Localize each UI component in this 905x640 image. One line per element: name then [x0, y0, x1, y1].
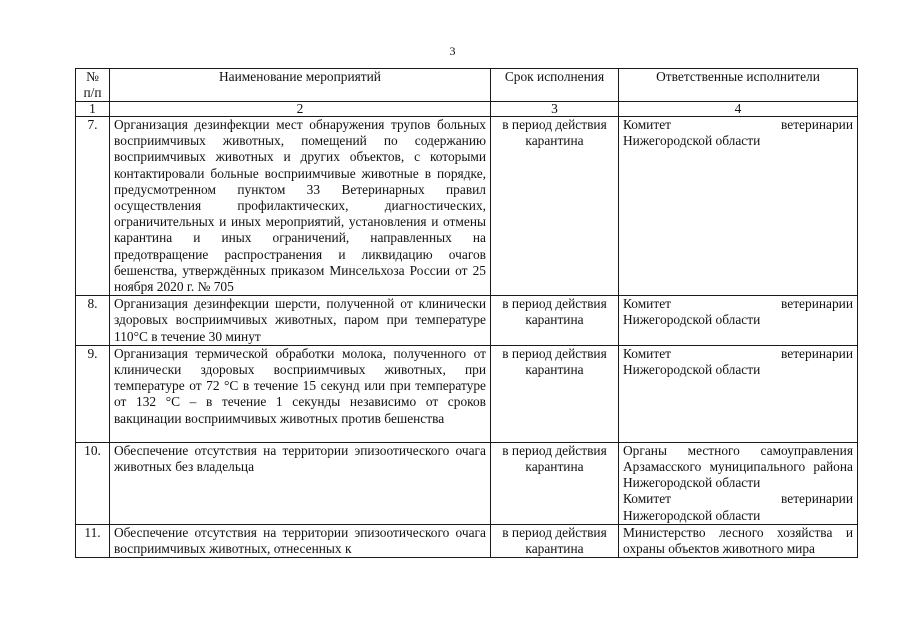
header-responsible: Ответственные исполнители — [619, 69, 858, 102]
table-header-row — [76, 69, 858, 102]
column-number: 4 — [619, 102, 858, 117]
responsible-line — [623, 296, 853, 312]
measure-description: Организация дезинфекции мест обнаружения трупов больных восприимчивых животных, помещений по содержанию восприимчивых животных и других объектов, с которыми контактировали больные восприимчивые животные в порядке, предусмотренном пунктом 33 Ветеринарных правил осуществления профилактических, диагностических, ограничительных и иных мероприятий, установления и отмены карантина и иных ограничений, направленных на предотвращение распространения и ликвидацию очагов бешенства, утверждённых приказом Минсельхоза России от 25 ноября 2020 г. № 705 — [110, 117, 491, 296]
measure-description: Обеспечение отсутствия на территории эпизоотического очага восприимчивых животных, отнесенных к — [110, 524, 491, 557]
measure-term: в период действия карантина — [491, 345, 619, 442]
row-number: 9. — [76, 345, 110, 442]
responsible-word: Комитет — [623, 345, 671, 361]
responsible-word: ветеринарии — [781, 296, 853, 312]
measure-description: Организация термической обработки молока, полученного от клинически здоровых восприимчивых животных, при температуре от 72 °С в течение 15 секунд или при температуре от 132 °С – в течение 1 секунды независимо от сроков вакцинации восприимчивых животных против бешенства — [110, 345, 491, 442]
table-row — [76, 117, 858, 296]
header-number: № п/п — [76, 69, 110, 102]
responsible-line: Нижегородской области — [623, 133, 761, 149]
responsible-word: Комитет — [623, 491, 671, 507]
responsible-line — [623, 346, 853, 362]
measure-term: в период действия карантина — [491, 296, 619, 346]
row-number: 7. — [76, 117, 110, 296]
measure-term: в период действия карантина — [491, 117, 619, 296]
row-number: 8. — [76, 296, 110, 346]
table-row — [76, 296, 858, 346]
responsible-line: Нижегородской области — [623, 362, 761, 378]
responsible-word: ветеринарии — [781, 345, 853, 361]
responsible-word: ветеринарии — [781, 117, 853, 132]
header-measure-name: Наименование мероприятий — [110, 69, 491, 102]
responsible-word: Комитет — [623, 296, 671, 312]
measure-term: в период действия карантина — [491, 524, 619, 557]
row-number: 10. — [76, 442, 110, 524]
measures-table — [75, 68, 858, 558]
table-row — [76, 442, 858, 524]
responsible-line: Нижегородской области — [623, 312, 761, 328]
column-number: 1 — [76, 102, 110, 117]
responsible-line — [623, 117, 853, 133]
measure-term: в период действия карантина — [491, 442, 619, 524]
row-number: 11. — [76, 524, 110, 557]
measure-responsible — [619, 296, 858, 346]
measure-description: Организация дезинфекции шерсти, полученной от клинически здоровых восприимчивых животных, паром при температуре 110°С в течение 30 минут — [110, 296, 491, 346]
responsible-line — [623, 491, 853, 507]
measure-description: Обеспечение отсутствия на территории эпизоотического очага животных без владельца — [110, 442, 491, 524]
responsible-line: Нижегородской области — [623, 507, 761, 523]
measure-responsible — [619, 345, 858, 442]
table-row — [76, 345, 858, 442]
table-row — [76, 524, 858, 557]
measure-responsible: Министерство лесного хозяйства и охраны объектов животного мира — [619, 524, 858, 557]
responsible-word: Комитет — [623, 117, 671, 132]
header-term: Срок исполнения — [491, 69, 619, 102]
column-number: 3 — [491, 102, 619, 117]
column-number: 2 — [110, 102, 491, 117]
measure-responsible — [619, 117, 858, 296]
responsible-word: ветеринарии — [781, 491, 853, 507]
responsible-line: Органы местного самоуправления Арзамасского муниципального района Нижегородской области — [623, 442, 853, 491]
column-number-row — [76, 102, 858, 117]
page-number: 3 — [449, 44, 456, 58]
measure-responsible — [619, 442, 858, 524]
